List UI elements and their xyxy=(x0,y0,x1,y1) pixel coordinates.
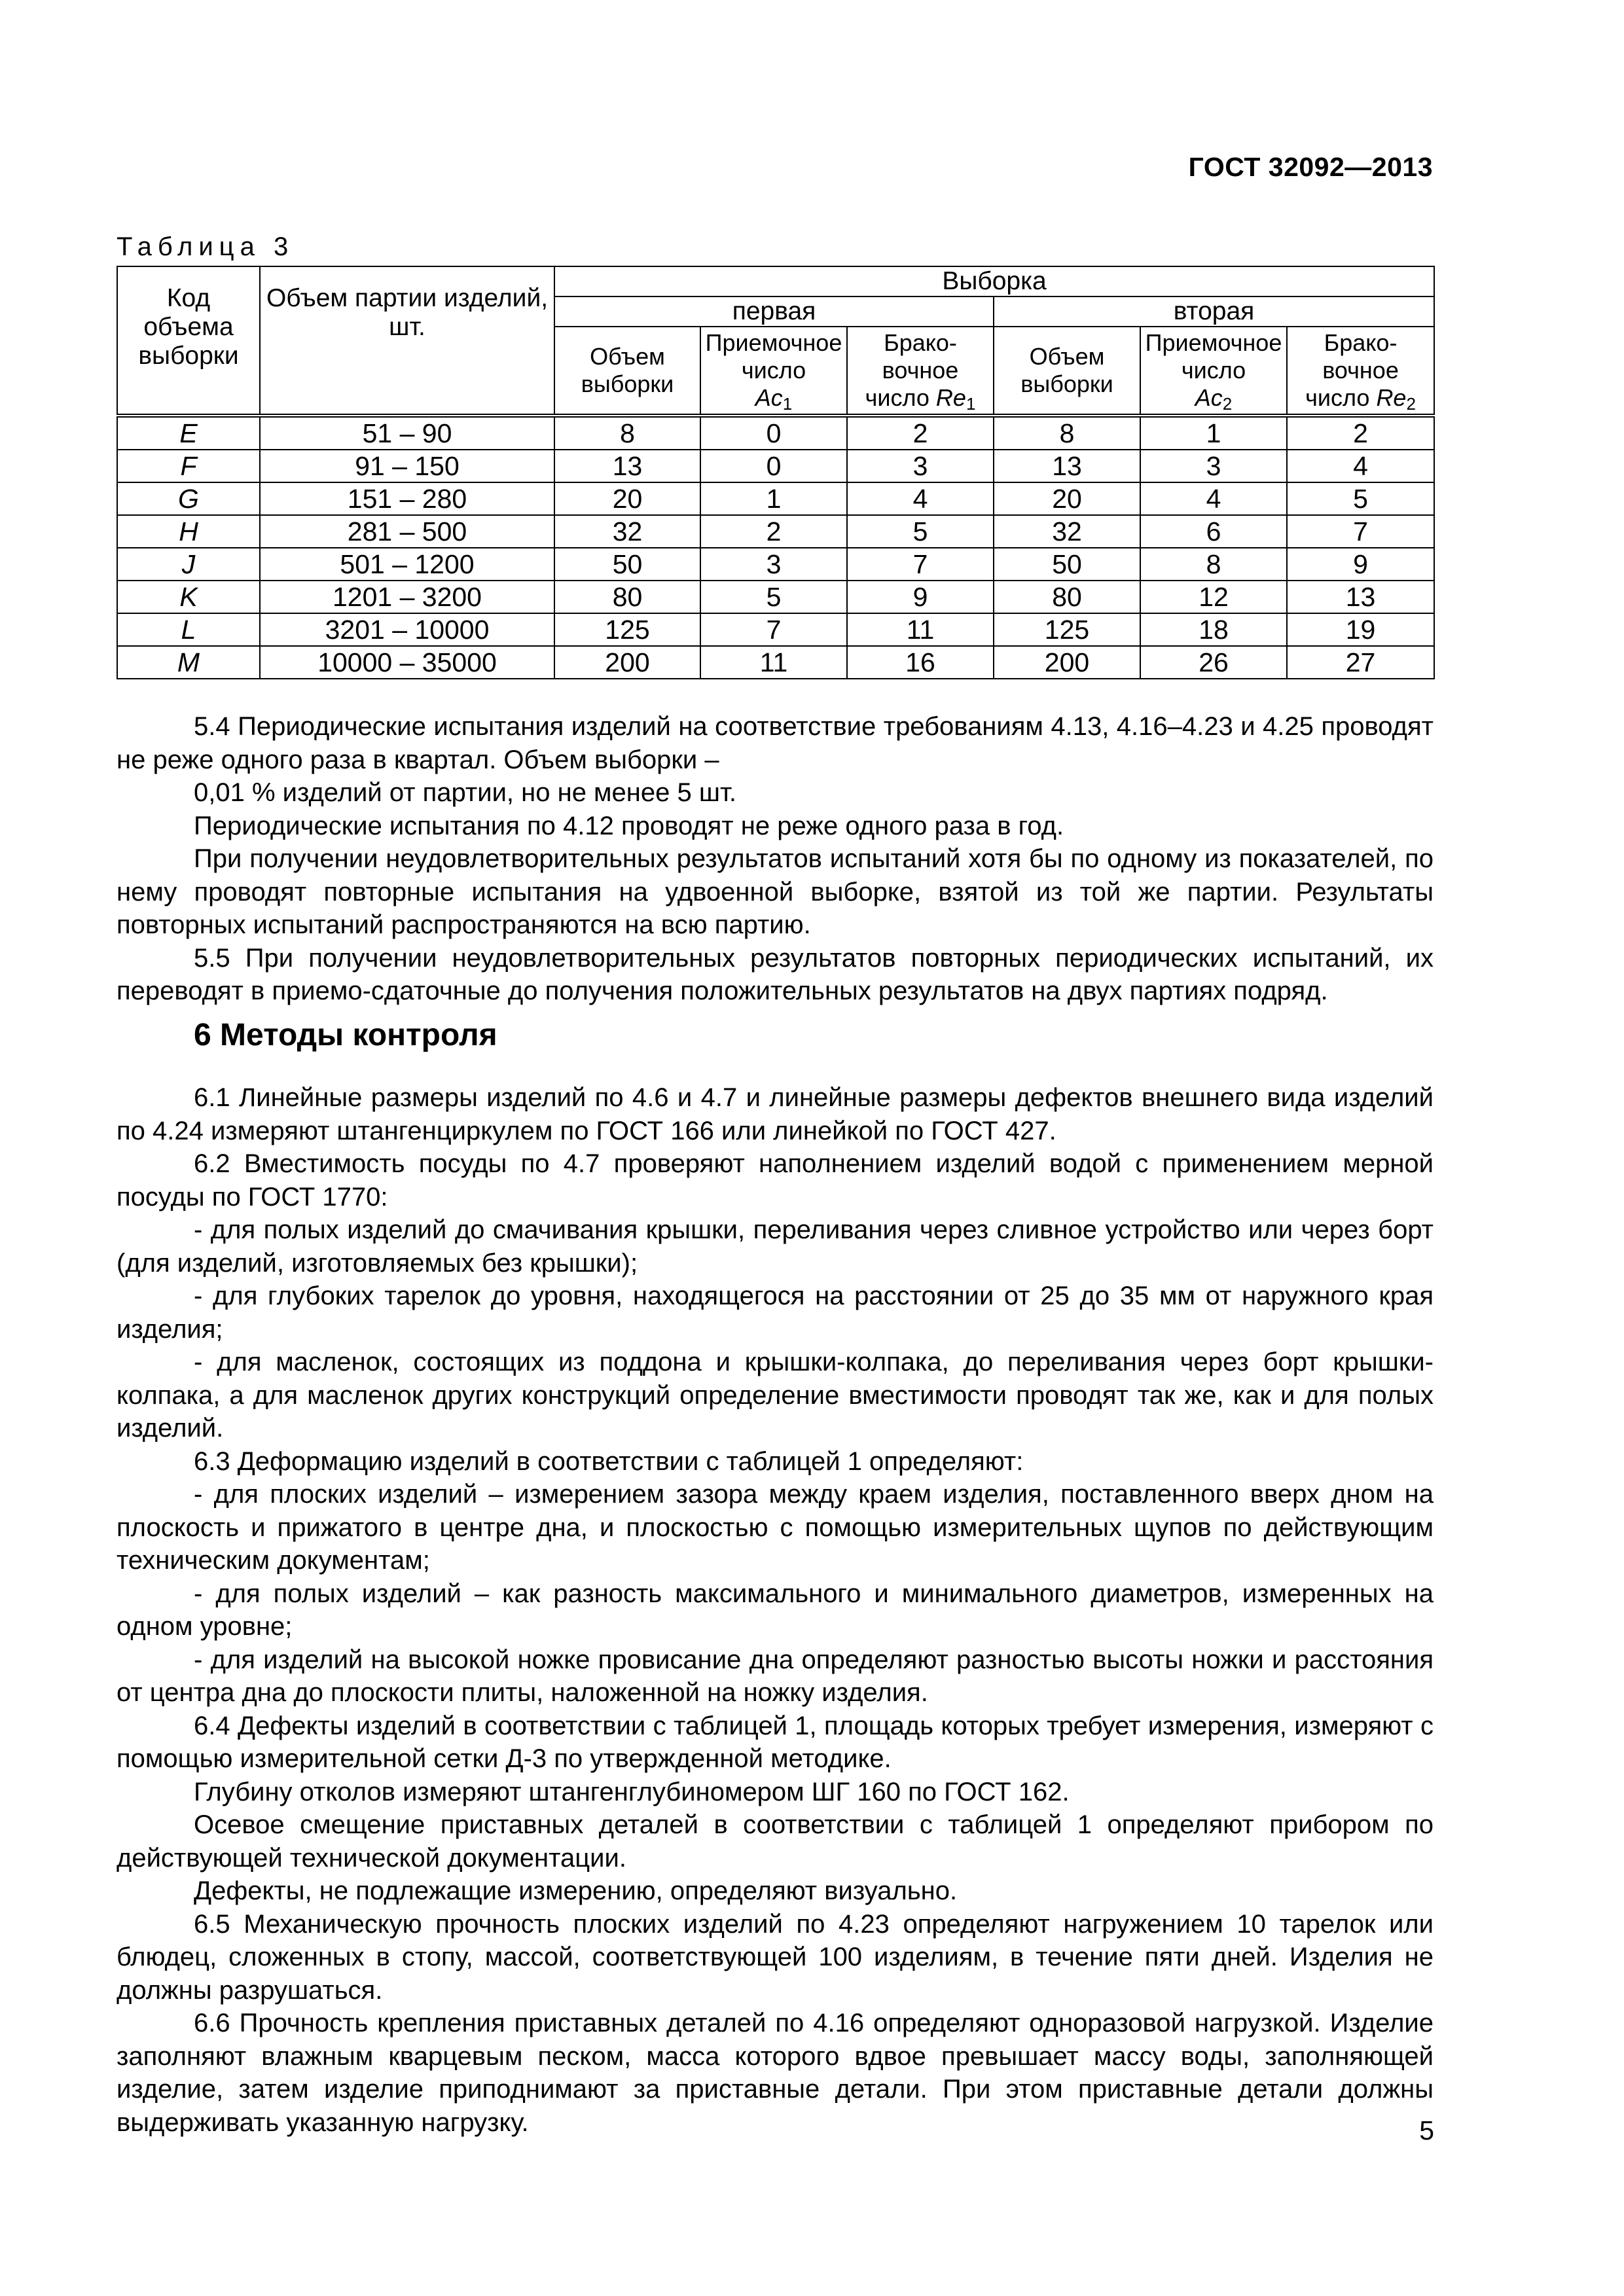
section-heading: 6 Методы контроля xyxy=(194,1018,497,1052)
cell-re2: 19 xyxy=(1287,613,1434,646)
table-row xyxy=(117,646,1434,679)
cell-re2: 27 xyxy=(1287,646,1434,679)
cell-ac1: 7 xyxy=(700,613,847,646)
cell-re2: 13 xyxy=(1287,581,1434,613)
cell-code: H xyxy=(117,515,260,548)
cell-lot-size: 51 – 90 xyxy=(260,416,554,450)
cell-sample-size-1: 20 xyxy=(554,482,700,515)
paragraph: 6.5 Механическую прочность плоских изделий по 4.23 определяют нагружением 10 тарелок или блюдец, сложенных в стопу, массой, соответствующей 100 изделиям, в течение пяти дней. Изделия не должны разрушаться. xyxy=(117,1909,1434,2005)
paragraph: 6.4 Дефекты изделий в соответствии с таблицей 1, площадь которых требует измерения, измеряют с помощью измерительной сетки Д-3 по утвержденной методике. xyxy=(117,1711,1434,1773)
header-accept-2: Приемочное число $Ac_2$ xyxy=(1140,327,1287,416)
cell-sample-size-2: 32 xyxy=(994,515,1140,548)
paragraph: - для полых изделий до смачивания крышки, переливания через сливное устройство или через борт (для изделий, изготовляемых без крышки); xyxy=(117,1215,1434,1278)
document-id: ГОСТ 32092—2013 xyxy=(1188,152,1433,182)
table-row xyxy=(117,548,1434,581)
cell-sample-size-1: 13 xyxy=(554,450,700,482)
cell-sample-size-1: 125 xyxy=(554,613,700,646)
cell-lot-size: 91 – 150 xyxy=(260,450,554,482)
paragraph: - для масленок, состоящих из поддона и крышки-колпака, до переливания через борт крышки-колпака, а для масленок других конструкций определение вместимости проводят так же, как и для полых изделий. xyxy=(117,1348,1434,1443)
paragraph: - для плоских изделий – измерением зазора между краем изделия, поставленного вверх дном на плоскость и прижатого в центре дна, и плоскостью с помощью измерительных щупов по действующим техническим документам; xyxy=(117,1480,1434,1575)
cell-ac2: 6 xyxy=(1140,515,1287,548)
cell-ac1: 0 xyxy=(700,416,847,450)
section-5-text xyxy=(117,710,1434,1008)
header-sample: Выборка xyxy=(554,266,1434,296)
cell-sample-size-2: 50 xyxy=(994,548,1140,581)
paragraph: - для полых изделий – как разность максимального и минимального диаметров, измеренных на одном уровне; xyxy=(117,1579,1434,1641)
paragraph: - для глубоких тарелок до уровня, находящегося на расстоянии от 25 до 35 мм от наружного края изделия; xyxy=(117,1282,1434,1344)
table-row xyxy=(117,581,1434,613)
cell-sample-size-1: 50 xyxy=(554,548,700,581)
paragraph: Осевое смещение приставных деталей в соответствии с таблицей 1 определяют прибором по действующей технической документации. xyxy=(117,1810,1434,1873)
cell-sample-size-1: 32 xyxy=(554,515,700,548)
header-lot-size: Объем партии изделий, шт. xyxy=(260,266,554,416)
cell-code: M xyxy=(117,646,260,679)
header-second-sample: вторая xyxy=(994,296,1434,327)
paragraph: - для изделий на высокой ножке провисание дна определяют разностью высоты ножки и расстояния от центра дна до плоскости плиты, наложенной на ножку изделия. xyxy=(117,1645,1434,1707)
cell-sample-size-2: 8 xyxy=(994,416,1140,450)
header-reject-1: Браковочное число $Re_1$ xyxy=(847,327,994,416)
cell-ac2: 18 xyxy=(1140,613,1287,646)
cell-lot-size: 281 – 500 xyxy=(260,515,554,548)
cell-re2: 2 xyxy=(1287,416,1434,450)
table-row xyxy=(117,416,1434,450)
cell-code: K xyxy=(117,581,260,613)
cell-sample-size-2: 13 xyxy=(994,450,1140,482)
cell-code: E xyxy=(117,416,260,450)
header-code: Код объема выборки xyxy=(117,266,260,416)
cell-ac1: 2 xyxy=(700,515,847,548)
paragraph: 5.4 Периодические испытания изделий на соответствие требованиям 4.13, 4.16–4.23 и 4.25 проводят не реже одного раза в квартал. Объем выборки – xyxy=(117,712,1434,774)
cell-sample-size-2: 20 xyxy=(994,482,1140,515)
paragraph: Дефекты, не подлежащие измерению, определяют визуально. xyxy=(194,1876,958,1905)
cell-sample-size-1: 200 xyxy=(554,646,700,679)
cell-re2: 7 xyxy=(1287,515,1434,548)
cell-ac1: 0 xyxy=(700,450,847,482)
cell-re2: 9 xyxy=(1287,548,1434,581)
paragraph: 0,01 % изделий от партии, но не менее 5 шт. xyxy=(194,778,736,807)
paragraph: 6.3 Деформацию изделий в соответствии с таблицей 1 определяют: xyxy=(194,1446,1024,1476)
paragraph: 6.1 Линейные размеры изделий по 4.6 и 4.7 и линейные размеры дефектов внешнего вида изделий по 4.24 измеряют штангенциркулем по ГОСТ 166 или линейкой по ГОСТ 427. xyxy=(117,1083,1434,1145)
paragraph: Глубину отколов измеряют штангенглубиномером ШГ 160 по ГОСТ 162. xyxy=(194,1777,1070,1806)
table-row xyxy=(117,450,1434,482)
cell-ac1: 3 xyxy=(700,548,847,581)
cell-re2: 4 xyxy=(1287,450,1434,482)
cell-sample-size-1: 80 xyxy=(554,581,700,613)
cell-lot-size: 151 – 280 xyxy=(260,482,554,515)
header-sample-size-1: Объем выборки xyxy=(554,327,700,416)
cell-re1: 2 xyxy=(847,416,994,450)
cell-re1: 11 xyxy=(847,613,994,646)
paragraph: При получении неудовлетворительных результатов испытаний хотя бы по одному из показателей, по нему проводят повторные испытания на удвоенной выборке, взятой из той же партии. Результаты повторных испытаний распространяются на всю партию. xyxy=(117,844,1434,939)
cell-lot-size: 501 – 1200 xyxy=(260,548,554,581)
cell-re1: 3 xyxy=(847,450,994,482)
cell-code: L xyxy=(117,613,260,646)
cell-ac2: 1 xyxy=(1140,416,1287,450)
cell-ac2: 12 xyxy=(1140,581,1287,613)
header-first-sample: первая xyxy=(554,296,994,327)
table-row xyxy=(117,613,1434,646)
paragraph: 6.6 Прочность крепления приставных деталей по 4.16 определяют одноразовой нагрузкой. Изделие заполняют влажным кварцевым песком, масса которого вдвое превышает массу воды, заполняющей изделие, затем изделие приподнимают за приставные детали. При этом приставные детали должны выдерживать указанную нагрузку. xyxy=(117,2009,1434,2137)
paragraph: 5.5 При получении неудовлетворительных результатов повторных периодических испытаний, их переводят в приемо-сдаточные до получения положительных результатов на двух партиях подряд. xyxy=(117,943,1434,1005)
cell-re1: 16 xyxy=(847,646,994,679)
cell-ac2: 26 xyxy=(1140,646,1287,679)
sampling-table xyxy=(117,266,1435,679)
cell-code: F xyxy=(117,450,260,482)
cell-sample-size-2: 125 xyxy=(994,613,1140,646)
paragraph: 6.2 Вместимость посуды по 4.7 проверяют наполнением изделий водой с применением мерной посуды по ГОСТ 1770: xyxy=(117,1149,1434,1211)
cell-code: J xyxy=(117,548,260,581)
cell-ac1: 5 xyxy=(700,581,847,613)
cell-re2: 5 xyxy=(1287,482,1434,515)
cell-ac2: 4 xyxy=(1140,482,1287,515)
cell-lot-size: 1201 – 3200 xyxy=(260,581,554,613)
cell-re1: 9 xyxy=(847,581,994,613)
section-6-text xyxy=(117,1081,1434,2139)
paragraph: Периодические испытания по 4.12 проводят не реже одного раза в год. xyxy=(194,811,1064,840)
cell-ac1: 1 xyxy=(700,482,847,515)
cell-re1: 5 xyxy=(847,515,994,548)
table-row xyxy=(117,515,1434,548)
header-sample-size-2: Объем выборки xyxy=(994,327,1140,416)
cell-re1: 4 xyxy=(847,482,994,515)
cell-sample-size-2: 80 xyxy=(994,581,1140,613)
header-accept-1: Приемочное число $Ac_1$ xyxy=(700,327,847,416)
page-number: 5 xyxy=(1419,2115,1434,2145)
cell-ac2: 3 xyxy=(1140,450,1287,482)
cell-sample-size-1: 8 xyxy=(554,416,700,450)
cell-ac2: 8 xyxy=(1140,548,1287,581)
cell-re1: 7 xyxy=(847,548,994,581)
cell-lot-size: 10000 – 35000 xyxy=(260,646,554,679)
cell-code: G xyxy=(117,482,260,515)
header-reject-2: Браковочное число $Re_2$ xyxy=(1287,327,1434,416)
cell-lot-size: 3201 – 10000 xyxy=(260,613,554,646)
cell-sample-size-2: 200 xyxy=(994,646,1140,679)
cell-ac1: 11 xyxy=(700,646,847,679)
table-row xyxy=(117,482,1434,515)
table-title: Таблица 3 xyxy=(117,232,295,261)
